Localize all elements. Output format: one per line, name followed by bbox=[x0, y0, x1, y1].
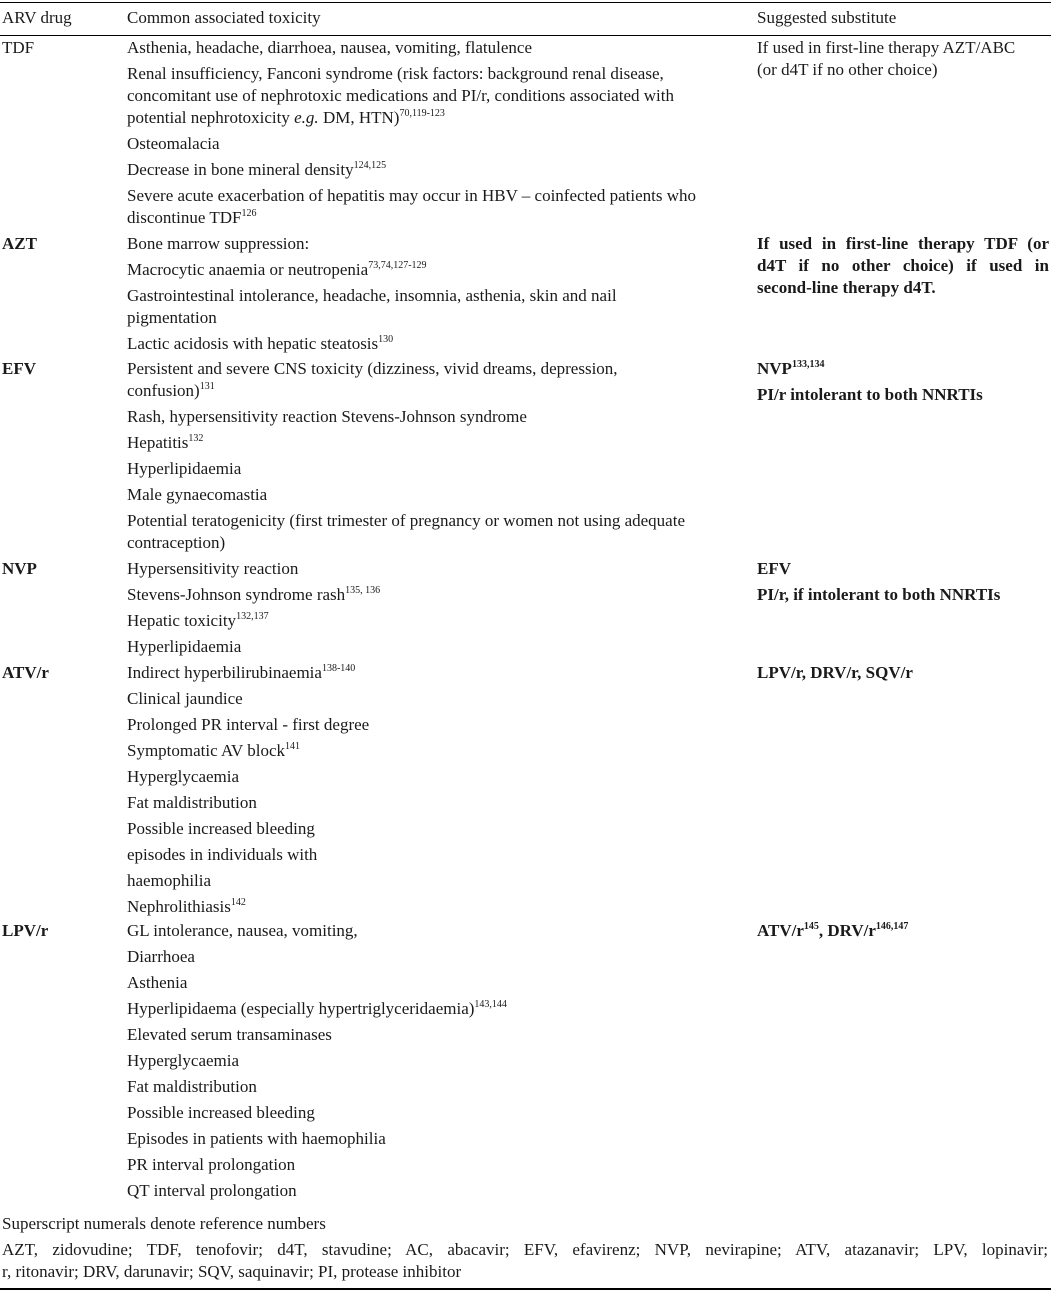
toxicity-line bbox=[127, 85, 674, 107]
toxicity-text: Gastrointestinal intolerance, headache, insomnia, asthenia, skin and nail bbox=[127, 286, 617, 305]
reference-superscript: 126 bbox=[241, 208, 257, 219]
substitute-text: PI/r, if intolerant to both NNRTIs bbox=[757, 585, 1001, 604]
toxicity-text: Nephrolithiasis bbox=[127, 897, 231, 916]
drug-name: TDF bbox=[2, 38, 35, 57]
drug-name: NVP bbox=[2, 559, 37, 578]
toxicity-text: confusion) bbox=[127, 381, 200, 400]
toxicity-line bbox=[127, 233, 309, 255]
reference-superscript: 70,119-123 bbox=[399, 108, 445, 119]
toxicity-text: QT interval prolongation bbox=[127, 1181, 297, 1200]
reference-superscript: 133,134 bbox=[791, 359, 825, 370]
toxicity-text: Hyperlipidaema (especially hypertriglyceridaemia) bbox=[127, 999, 475, 1018]
toxicity-text: Asthenia, headache, diarrhoea, nausea, vomiting, flatulence bbox=[127, 38, 532, 57]
toxicity-line bbox=[127, 207, 256, 229]
toxicity-line bbox=[127, 37, 532, 59]
toxicity-text: Lactic acidosis with hepatic steatosis bbox=[127, 334, 379, 353]
substitute-line bbox=[757, 662, 913, 684]
toxicity-line bbox=[127, 358, 618, 380]
toxicity-text-continued: DM, HTN) bbox=[318, 108, 400, 127]
toxicity-line bbox=[127, 432, 203, 454]
reference-superscript: 143,144 bbox=[474, 999, 507, 1010]
substitute-text: If used in first-line therapy TDF (or bbox=[757, 234, 1049, 253]
substitute-text: second-line therapy d4T. bbox=[757, 278, 936, 297]
toxicity-text: Hyperlipidaemia bbox=[127, 459, 242, 478]
reference-superscript: 132 bbox=[188, 433, 204, 444]
toxicity-emphasis: e.g. bbox=[294, 108, 319, 127]
reference-superscript: 135, 136 bbox=[345, 585, 381, 596]
table-bottom-rule bbox=[0, 1288, 1051, 1290]
toxicity-line bbox=[127, 972, 187, 994]
reference-superscript: 130 bbox=[378, 334, 394, 345]
reference-superscript: 138-140 bbox=[321, 663, 356, 674]
toxicity-line bbox=[127, 458, 241, 480]
toxicity-text: Fat maldistribution bbox=[127, 1077, 257, 1096]
toxicity-text: concomitant use of nephrotoxic medications and PI/r, conditions associated with bbox=[127, 86, 674, 105]
reference-superscript: 146,147 bbox=[875, 921, 909, 932]
toxicity-text: Episodes in patients with haemophilia bbox=[127, 1129, 386, 1148]
substitute-text: NVP bbox=[757, 359, 792, 378]
substitute-line bbox=[757, 37, 1015, 59]
toxicity-line bbox=[127, 532, 225, 554]
toxicity-line bbox=[127, 584, 380, 606]
substitute-line bbox=[757, 277, 936, 299]
footnote-reference-note: Superscript numerals denote reference numbers bbox=[2, 1214, 326, 1233]
toxicity-line bbox=[127, 380, 215, 402]
toxicity-text: contraception) bbox=[127, 533, 226, 552]
toxicity-line bbox=[127, 792, 257, 814]
toxicity-text: Stevens-Johnson syndrome rash bbox=[127, 585, 346, 604]
toxicity-line bbox=[127, 920, 358, 942]
substitute-text: ATV/r bbox=[757, 921, 804, 940]
header-substitute: Suggested substitute bbox=[757, 8, 897, 27]
substitute-line bbox=[757, 920, 908, 942]
substitute-line bbox=[757, 255, 1049, 277]
toxicity-text: Clinical jaundice bbox=[127, 689, 243, 708]
toxicity-line bbox=[127, 662, 355, 684]
toxicity-line bbox=[127, 63, 664, 85]
drug-name: LPV/r bbox=[2, 921, 49, 940]
toxicity-text: pigmentation bbox=[127, 308, 217, 327]
substitute-text: PI/r intolerant to both NNRTIs bbox=[757, 385, 983, 404]
toxicity-text: Prolonged PR interval - first degree bbox=[127, 715, 370, 734]
toxicity-line bbox=[127, 818, 315, 840]
toxicity-text: Possible increased bleeding bbox=[127, 1103, 315, 1122]
footnote-abbreviations-line-1: AZT, zidovudine; TDF, tenofovir; d4T, stavudine; AC, abacavir; EFV, efavirenz; NVP, nevirapine; ATV, atazanavir; LPV, lopinavir; bbox=[2, 1240, 1048, 1259]
reference-superscript: 141 bbox=[285, 741, 301, 752]
toxicity-text: Hepatic toxicity bbox=[127, 611, 237, 630]
toxicity-text: potential nephrotoxicity bbox=[127, 108, 295, 127]
toxicity-line bbox=[127, 714, 369, 736]
reference-superscript: 145 bbox=[803, 921, 819, 932]
reference-superscript: 73,74,127-129 bbox=[368, 260, 427, 271]
toxicity-text: Elevated serum transaminases bbox=[127, 1025, 332, 1044]
toxicity-line bbox=[127, 1102, 315, 1124]
substitute-line bbox=[757, 233, 1049, 255]
toxicity-line bbox=[127, 333, 393, 355]
toxicity-text: Diarrhoea bbox=[127, 947, 195, 966]
toxicity-text: GL intolerance, nausea, vomiting, bbox=[127, 921, 358, 940]
toxicity-line bbox=[127, 844, 317, 866]
drug-name: AZT bbox=[2, 234, 37, 253]
toxicity-text: Hyperlipidaemia bbox=[127, 637, 242, 656]
header-toxicity: Common associated toxicity bbox=[127, 8, 321, 27]
toxicity-text: Renal insufficiency, Fanconi syndrome (risk factors: background renal disease, bbox=[127, 64, 664, 83]
toxicity-text: Possible increased bleeding bbox=[127, 819, 315, 838]
toxicity-text: Osteomalacia bbox=[127, 134, 220, 153]
substitute-line bbox=[757, 584, 1000, 606]
toxicity-line bbox=[127, 1076, 257, 1098]
substitute-line bbox=[757, 558, 791, 580]
toxicity-text: Asthenia bbox=[127, 973, 188, 992]
toxicity-line bbox=[127, 406, 527, 428]
header-arv-drug: ARV drug bbox=[2, 8, 72, 27]
toxicity-line bbox=[127, 484, 267, 506]
reference-superscript: 142 bbox=[230, 897, 246, 908]
toxicity-text: Rash, hypersensitivity reaction Stevens-Johnson syndrome bbox=[127, 407, 527, 426]
toxicity-line bbox=[127, 185, 696, 207]
substitute-text: If used in first-line therapy AZT/ABC bbox=[757, 38, 1016, 57]
substitute-text: (or d4T if no other choice) bbox=[757, 60, 938, 79]
toxicity-text: Male gynaecomastia bbox=[127, 485, 268, 504]
toxicity-text: Severe acute exacerbation of hepatitis may occur in HBV – coinfected patients who bbox=[127, 186, 696, 205]
toxicity-line bbox=[127, 159, 386, 181]
header-bottom-rule bbox=[0, 35, 1051, 36]
toxicity-line bbox=[127, 1154, 295, 1176]
substitute-line bbox=[757, 358, 824, 380]
toxicity-text: Hyperglycaemia bbox=[127, 767, 240, 786]
toxicity-text: Hypersensitivity reaction bbox=[127, 559, 299, 578]
toxicity-line bbox=[127, 740, 300, 762]
toxicity-text: Hyperglycaemia bbox=[127, 1051, 240, 1070]
toxicity-line bbox=[127, 1128, 386, 1150]
toxicity-line bbox=[127, 107, 445, 129]
toxicity-text: PR interval prolongation bbox=[127, 1155, 296, 1174]
drug-name: EFV bbox=[2, 359, 36, 378]
toxicity-line bbox=[127, 307, 217, 329]
toxicity-line bbox=[127, 896, 246, 918]
toxicity-text: Decrease in bone mineral density bbox=[127, 160, 354, 179]
toxicity-line bbox=[127, 558, 298, 580]
toxicity-text: Fat maldistribution bbox=[127, 793, 257, 812]
toxicity-text: Symptomatic AV block bbox=[127, 741, 286, 760]
toxicity-text: Persistent and severe CNS toxicity (dizziness, vivid dreams, depression, bbox=[127, 359, 618, 378]
substitute-line bbox=[757, 384, 983, 406]
toxicity-text: Potential teratogenicity (first trimester of pregnancy or women not using adequate bbox=[127, 511, 685, 530]
toxicity-line bbox=[127, 133, 220, 155]
toxicity-line bbox=[127, 946, 195, 968]
toxicity-line bbox=[127, 1050, 239, 1072]
toxicity-text: discontinue TDF bbox=[127, 208, 242, 227]
reference-superscript: 124,125 bbox=[353, 160, 387, 171]
reference-superscript: 131 bbox=[199, 381, 215, 392]
toxicity-text: haemophilia bbox=[127, 871, 212, 890]
toxicity-line bbox=[127, 285, 617, 307]
substitute-text-continued: , DRV/r bbox=[818, 921, 876, 940]
toxicity-text: Macrocytic anaemia or neutropenia bbox=[127, 260, 369, 279]
toxicity-text: Bone marrow suppression: bbox=[127, 234, 310, 253]
toxicity-line bbox=[127, 766, 239, 788]
substitute-text: d4T if no other choice) if used in bbox=[757, 256, 1049, 275]
toxicity-line bbox=[127, 259, 427, 281]
toxicity-line bbox=[127, 510, 685, 532]
substitute-line bbox=[757, 59, 937, 81]
substitute-text: EFV bbox=[757, 559, 791, 578]
toxicity-line bbox=[127, 688, 243, 710]
reference-superscript: 132,137 bbox=[236, 611, 269, 622]
toxicity-line bbox=[127, 998, 507, 1020]
toxicity-text: Indirect hyperbilirubinaemia bbox=[127, 663, 322, 682]
toxicity-line bbox=[127, 636, 241, 658]
toxicity-text: episodes in individuals with bbox=[127, 845, 318, 864]
footnote-abbreviations-line-2: r, ritonavir; DRV, darunavir; SQV, saquinavir; PI, protease inhibitor bbox=[2, 1262, 462, 1281]
drug-name: ATV/r bbox=[2, 663, 49, 682]
toxicity-line bbox=[127, 610, 269, 632]
toxicity-line bbox=[127, 1180, 297, 1202]
toxicity-line bbox=[127, 1024, 332, 1046]
substitute-text: LPV/r, DRV/r, SQV/r bbox=[757, 663, 913, 682]
toxicity-line bbox=[127, 870, 211, 892]
table-top-rule bbox=[0, 2, 1051, 3]
toxicity-text: Hepatitis bbox=[127, 433, 189, 452]
